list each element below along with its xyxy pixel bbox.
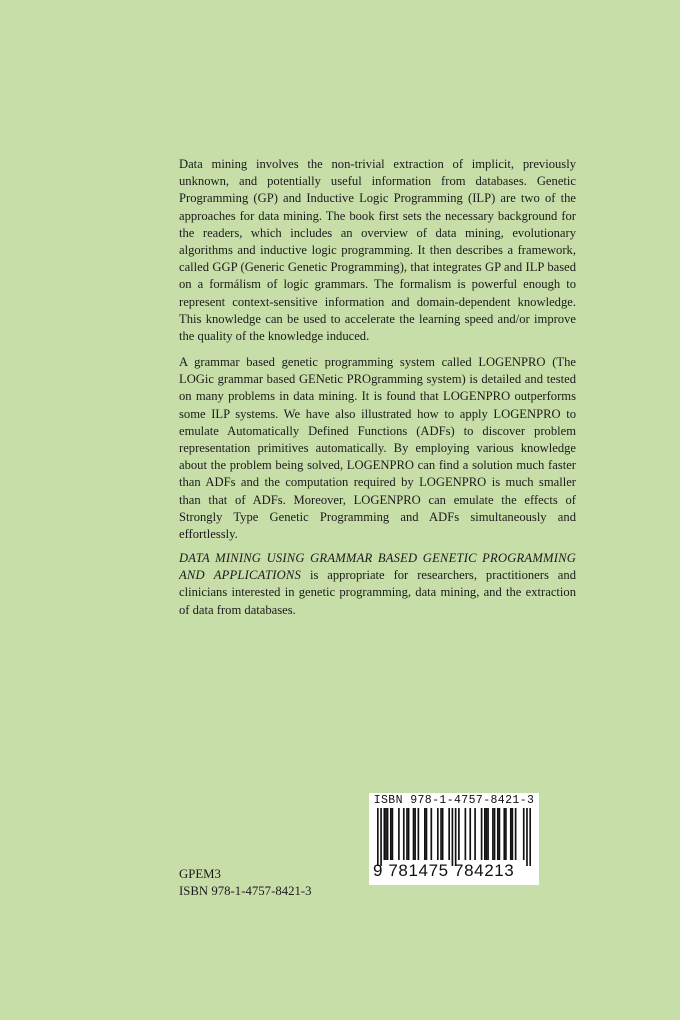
barcode-bar (503, 808, 505, 860)
audience-text: is appropriate for researchers, practitioners and clinicians interested in genetic programming, data mining, and the extraction of data from databases. (179, 568, 576, 617)
barcode-bar (492, 808, 494, 860)
barcode-bar (430, 808, 432, 860)
description-paragraph-1: Data mining involves the non-trivial extraction of implicit, previously unknown, and potentially useful information from databases. Genetic Programming (GP) and Inductive Logic Programming (ILP) are two of the approaches for data mining. The book first sets the necessary background for the readers, which includes an overview of data mining, evolutionary algorithms and inductive logic programming. It then describes a framework, called GGP (Generic Genetic Programming), that integrates GP and ILP based on a formálism of logic grammars. The formalism is powerful enough to represent context-sensitive information and domain-dependent knowledge. This knowledge can be used to accelerate the learning speed and/or improve the quality of the knowledge induced. (179, 157, 576, 344)
barcode-bar (442, 808, 444, 860)
barcode-bars (377, 808, 531, 868)
barcode-bar (414, 808, 416, 860)
book-title: DATA MINING USING GRAMMAR BASED GENETIC PROGRAMMING AND APPLICATIONS (179, 551, 576, 583)
barcode-bar (494, 808, 496, 860)
barcode-bar (392, 808, 394, 860)
barcode-bar (408, 808, 410, 860)
barcode-bar (505, 808, 507, 860)
barcode-bar (437, 808, 439, 860)
barcode-bar (487, 808, 489, 860)
barcode-bar (512, 808, 514, 860)
barcode-bar (377, 808, 379, 866)
barcode-bar (455, 808, 457, 866)
barcode-bar (499, 808, 501, 860)
barcode-bar (413, 808, 415, 860)
barcode-bar (398, 808, 400, 860)
footer-isbn: ISBN 978-1-4757-8421-3 (179, 884, 312, 898)
barcode-bar (469, 808, 471, 860)
barcode-bar (497, 808, 499, 860)
barcode-bar (390, 808, 392, 860)
barcode-bar (418, 808, 420, 860)
barcode-isbn-label: ISBN 978-1-4757-8421-3 (373, 794, 535, 807)
series-code: GPEM3 (179, 867, 221, 881)
barcode-bar (448, 808, 450, 860)
barcode-bar (440, 808, 442, 860)
barcode-bar (387, 808, 389, 860)
barcode-bar (474, 808, 476, 860)
barcode-bar (486, 808, 488, 860)
barcode-bar (523, 808, 525, 860)
barcode-bar (426, 808, 428, 860)
barcode-bar (515, 808, 517, 860)
barcode-bar (403, 808, 405, 860)
barcode-digits: 9 781475 784213 (373, 861, 515, 880)
barcode-bar (406, 808, 408, 860)
barcode-bar (385, 808, 387, 860)
barcode-bar (484, 808, 486, 860)
barcode-bar (510, 808, 512, 860)
barcode-bar (380, 808, 382, 866)
description-paragraph-3 (179, 550, 576, 619)
barcode-bar (481, 808, 483, 860)
barcode-bar (452, 808, 454, 866)
barcode-bar (424, 808, 426, 860)
barcode-bar (383, 808, 385, 860)
description-paragraph-2: A grammar based genetic programming system called LOGENPRO (The LOGic grammar based GENetic PROgramming system) is detailed and tested on many problems in data mining. It is found that LOGENPRO outperforms some ILP systems. We have also illustrated how to apply LOGENPRO to emulate Automatically Defined Functions (ADFs) to discover problem representation primitives automatically. By employing various knowledge about the problem being solved, LOGENPRO can find a solution much faster than ADFs and the computation required by LOGENPRO is much smaller than that of ADFs. Moreover, LOGENPRO can emulate the effects of Strongly Type Genetic Programming and ADFs simultaneously and effortlessly. (179, 355, 576, 542)
barcode-bar (526, 808, 528, 866)
barcode-bar (458, 808, 460, 860)
barcode-bar (465, 808, 467, 860)
barcode-bar (529, 808, 531, 866)
isbn-barcode (369, 793, 539, 885)
